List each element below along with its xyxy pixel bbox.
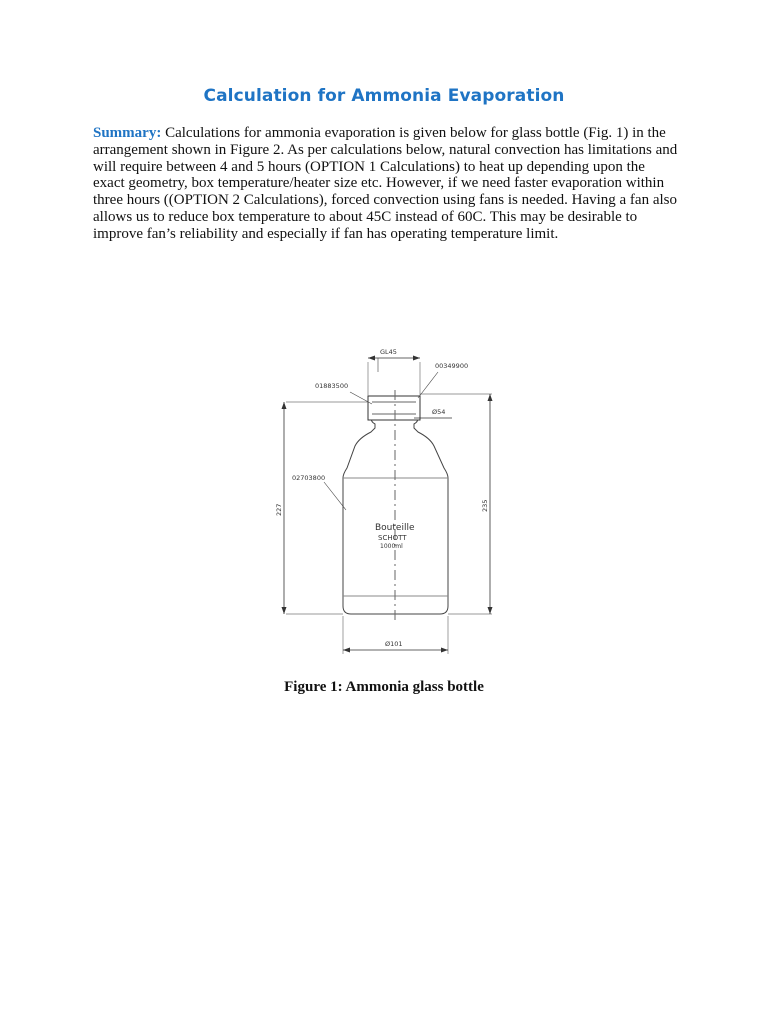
document-title: Calculation for Ammonia Evaporation xyxy=(203,86,565,106)
bottle-cap xyxy=(368,396,420,420)
summary-paragraph xyxy=(93,125,678,243)
ring-part-number: 01883500 xyxy=(315,382,349,390)
body-part-number: 02703800 xyxy=(292,474,326,482)
summary-label: Summary: xyxy=(93,125,162,141)
right-height-label: 235 xyxy=(481,499,489,512)
base-diameter-label: Ø101 xyxy=(385,640,403,648)
summary-text: Calculations for ammonia evaporation is given below for glass bottle (Fig. 1) in the arrangement shown in Figure 2. As per calculations below, natural convection has limitations and will require between 4 and 5 hours (OPTION 1 Calculations) to heat up depending upon the exact geometry, box temperature/heater size etc. However, if we need faster evaporation within three hours ((OPTION 2 Calculations), forced convection using fans is needed. Having a fan also allows us to reduce box temperature to about 45C instead of 60C. This may be desirable to improve fan’s reliability and especially if fan has operating temperature limit. xyxy=(93,125,678,242)
neck-diameter-label: Ø54 xyxy=(432,408,446,416)
bottle-name-label: Bouteille xyxy=(375,523,415,533)
cap-thread-label: GL45 xyxy=(380,348,397,356)
cap-part-number: 00349900 xyxy=(435,362,469,370)
bottle-drawing-svg xyxy=(268,340,508,660)
bottle-brand-label: SCHOTT xyxy=(378,534,407,542)
bottle-volume-label: 1000ml xyxy=(380,543,403,550)
left-height-label: 227 xyxy=(275,503,283,516)
bottle-drawing xyxy=(268,340,508,660)
figure-caption: Figure 1: Ammonia glass bottle xyxy=(284,679,484,695)
